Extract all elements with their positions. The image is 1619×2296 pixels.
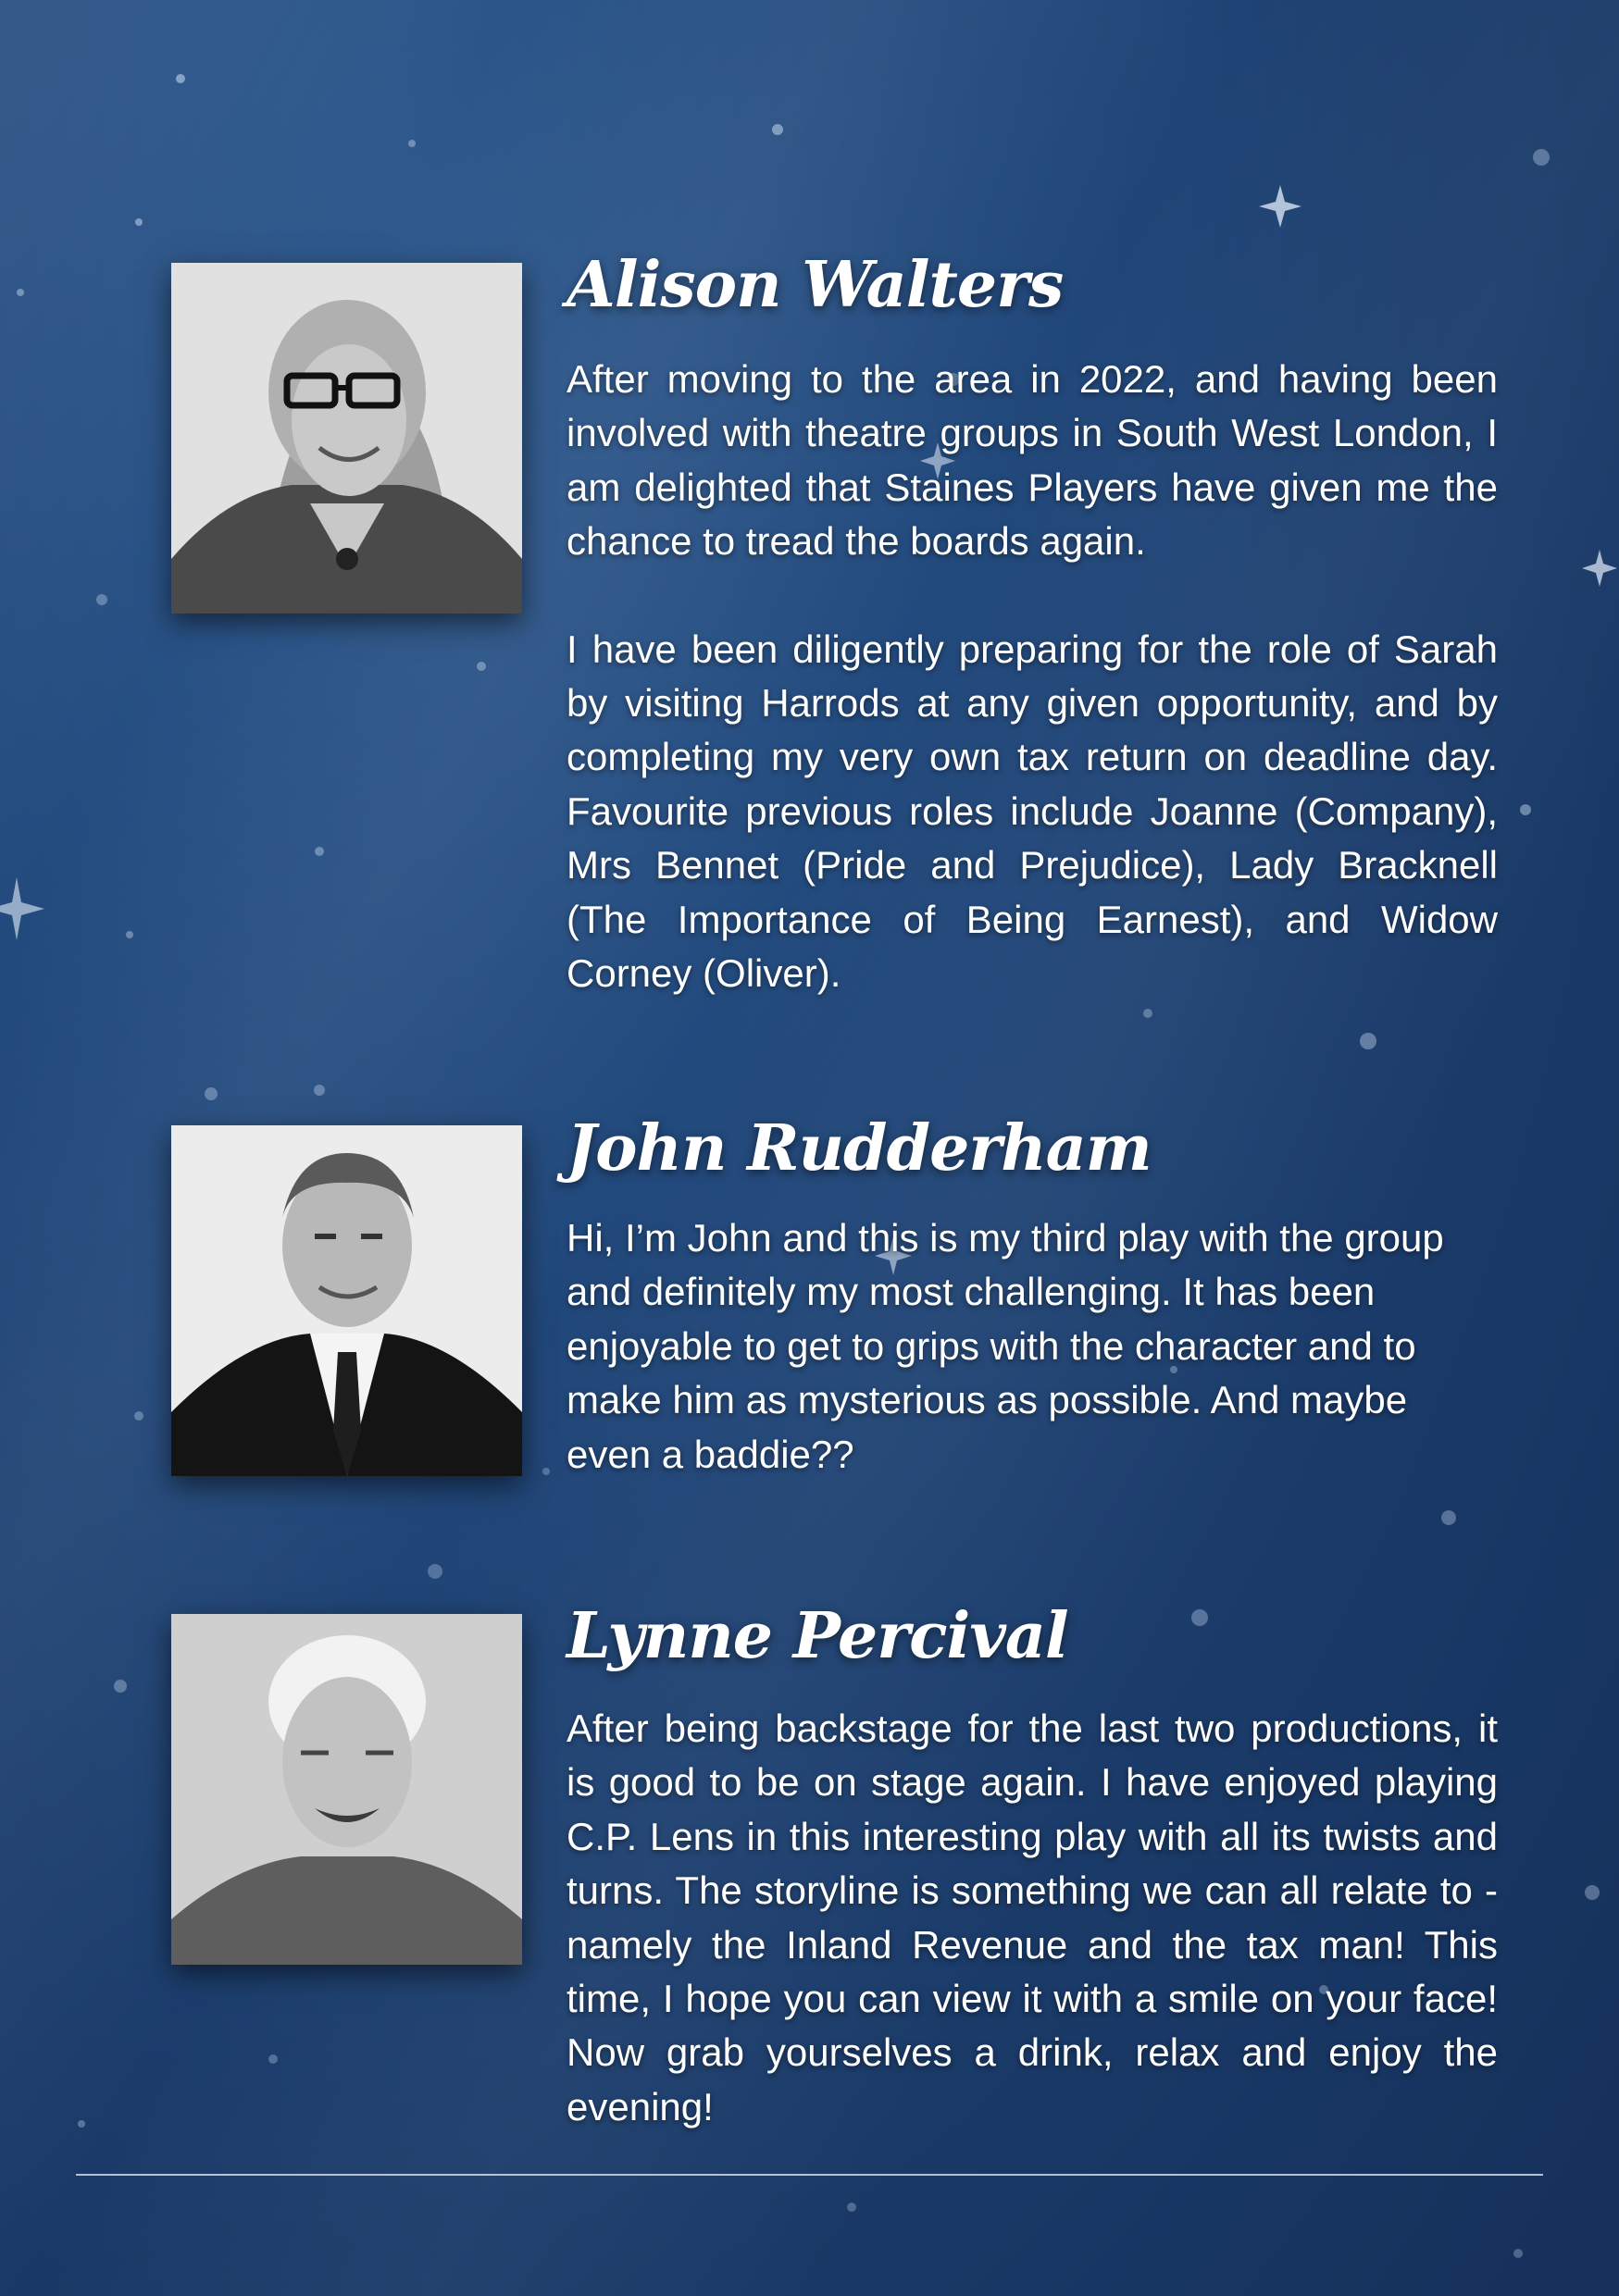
performer-name: John Rudderham	[567, 1111, 1152, 1185]
performer-bio	[567, 1211, 1501, 1482]
portrait-photo-lynne-percival	[171, 1614, 522, 1965]
bio-paragraph: Hi, I’m John and this is my third play with the group and definitely my most challenging. It has been enjoyable to get to grips with the character and to make him as mysterious as possible. And maybe even a baddie??	[567, 1216, 1444, 1476]
bio-paragraph: After moving to the area in 2022, and having been involved with theatre groups in South West London, I am delighted that Staines Players have given me the chance to tread the boards again.	[567, 357, 1498, 564]
performer-name: Lynne Percival	[567, 1599, 1068, 1673]
bio-paragraph: After being backstage for the last two productions, it is good to be on stage again. I have enjoyed playing C.P. Lens in this interesting play with all its twists and turns. The storyline is something we can all relate to - namely the Inland Revenue and the tax man! This time, I hope you can view it with a smile on your face! Now grab yourselves a drink, relax and enjoy the evening!	[567, 1706, 1498, 2128]
bio-paragraph: I have been diligently preparing for the role of Sarah by visiting Harrods at any given opportunity, and by completing my very own tax return on deadline day. Favourite previous roles include Joanne (Company), Mrs Bennet (Pride and Prejudice), Lady Bracknell (The Importance of Being Earnest), and Widow Corney (Oliver).	[567, 627, 1498, 996]
performer-name: Alison Walters	[567, 248, 1064, 322]
footer-divider	[76, 2174, 1543, 2176]
performer-bio	[567, 353, 1498, 1000]
performer-bio	[567, 1702, 1498, 2134]
portrait-photo-alison-walters	[171, 263, 522, 614]
portrait-photo-john-rudderham	[171, 1125, 522, 1476]
